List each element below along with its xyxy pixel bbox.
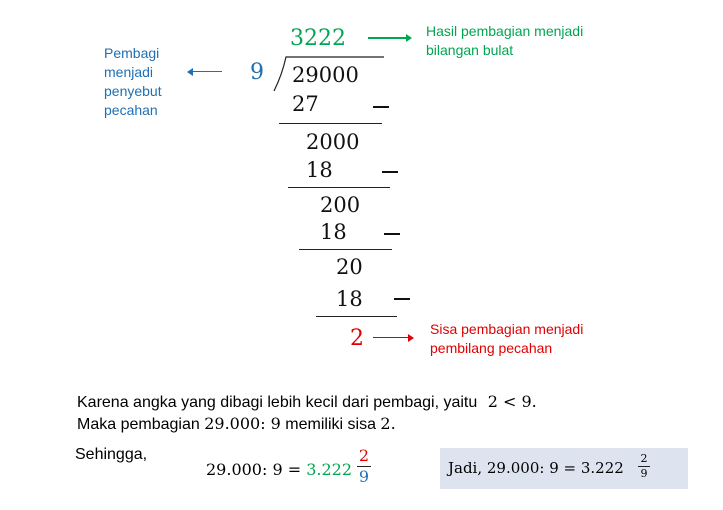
remainder-note: [430, 320, 583, 358]
result-fraction: [357, 446, 371, 487]
divisor-note-line3: penyebut: [104, 83, 162, 99]
step-remainder-3: 20: [336, 255, 363, 279]
quotient-note-line2: bilangan bulat: [426, 42, 514, 58]
divisor-note-arrowhead: [187, 68, 193, 76]
explanation-line-1-math: 2 < 9.: [487, 392, 537, 411]
summary-numerator: 2: [640, 452, 648, 465]
step-subtrahend-2: 18: [306, 158, 333, 182]
divisor: 9: [250, 60, 264, 85]
quotient-note-line1: Hasil pembagian menjadi: [426, 23, 584, 39]
result-numerator: 2: [358, 446, 370, 465]
final-remainder: 2: [350, 326, 364, 351]
result-denominator: 9: [358, 467, 370, 486]
explanation-line-2-math-b: 2.: [380, 414, 396, 433]
explanation-line-1: [77, 392, 537, 412]
dividend: 29000: [292, 63, 359, 87]
result-equation: [206, 460, 352, 479]
result-whole: 3.222: [306, 460, 353, 479]
step-rule-3: [299, 249, 392, 250]
minus-sign-3: [384, 233, 400, 235]
result-label: Sehingga,: [75, 446, 148, 463]
step-rule-4: [316, 316, 397, 317]
summary-denominator: 9: [640, 467, 648, 480]
result-lhs: 29.000: 9 =: [206, 460, 302, 479]
minus-sign-1: [373, 106, 389, 108]
step-rule-2: [288, 187, 390, 188]
explanation-line-2: [77, 414, 396, 434]
summary-fraction: [638, 452, 650, 481]
divisor-note-line4: pecahan: [104, 102, 158, 118]
explanation-line-1-text: Karena angka yang dibagi lebih kecil dari pembagi, yaitu: [77, 394, 478, 411]
explanation-line-2-math-a: 29.000: 9: [204, 414, 281, 433]
summary-text: Jadi, 29.000: 9 = 3.222: [448, 459, 624, 477]
divisor-note-arrow: [192, 71, 222, 72]
quotient: 3222: [290, 26, 346, 51]
divisor-note-line2: menjadi: [104, 64, 154, 80]
explanation-line-2-text-b: memiliki sisa: [285, 416, 376, 433]
quotient-note: [426, 22, 583, 60]
step-subtrahend-1: 27: [292, 92, 319, 116]
step-subtrahend-4: 18: [336, 287, 363, 311]
minus-sign-2: [382, 171, 398, 173]
quotient-note-arrowhead: [406, 34, 412, 42]
quotient-note-arrow: [368, 37, 410, 39]
explanation-line-2-text-a: Maka pembagian: [77, 416, 200, 433]
remainder-note-line2: pembilang pecahan: [430, 340, 553, 356]
remainder-note-arrowhead: [408, 334, 414, 342]
step-remainder-2: 200: [320, 193, 361, 217]
summary-box: [440, 448, 688, 489]
divisor-note-line1: Pembagi: [104, 45, 160, 61]
step-remainder-1: 2000: [306, 130, 360, 154]
remainder-note-line1: Sisa pembagian menjadi: [430, 321, 584, 337]
step-subtrahend-3: 18: [320, 220, 347, 244]
minus-sign-4: [394, 298, 410, 300]
step-rule-1: [279, 123, 382, 124]
divisor-note: [104, 44, 162, 120]
remainder-note-arrow: [373, 337, 411, 338]
